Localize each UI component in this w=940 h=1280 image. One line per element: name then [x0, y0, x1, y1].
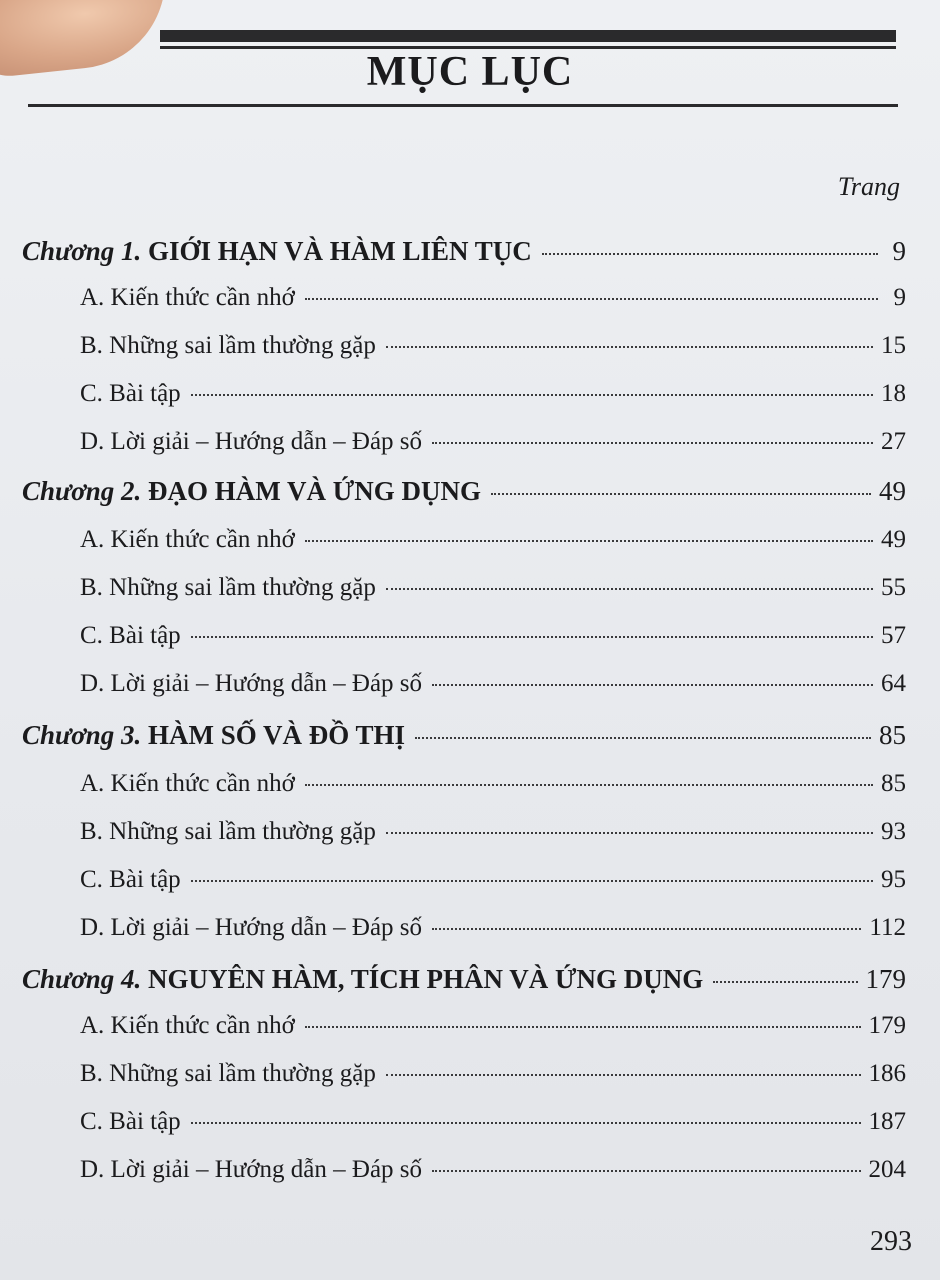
page-number: 187	[868, 1108, 906, 1135]
chapter-prefix: Chương 2.	[22, 476, 148, 506]
toc-section[interactable]	[80, 332, 906, 372]
toc-section[interactable]	[80, 770, 906, 810]
page-number: 204	[868, 1156, 906, 1183]
section-title: C. Bài tập	[80, 380, 181, 407]
toc-section[interactable]	[80, 818, 906, 858]
page-number: 85	[881, 770, 906, 797]
section-title: B. Những sai lầm thường gặp	[80, 574, 376, 601]
section-title: D. Lời giải – Hướng dẫn – Đáp số	[80, 428, 423, 455]
dot-leader	[386, 345, 873, 348]
dot-leader	[191, 393, 873, 396]
toc-section[interactable]	[80, 1156, 906, 1196]
section-title: D. Lời giải – Hướng dẫn – Đáp số	[80, 1156, 423, 1183]
page-number: 15	[881, 332, 906, 359]
section-title: C. Bài tập	[80, 866, 181, 893]
toc-section[interactable]	[80, 380, 906, 420]
chapter-prefix: Chương 3.	[22, 720, 148, 750]
section-title: C. Bài tập	[80, 622, 181, 649]
chapter-prefix: Chương 4.	[22, 964, 148, 994]
dot-leader	[305, 297, 878, 300]
page-number: 64	[881, 670, 906, 697]
section-title: C. Bài tập	[80, 1108, 181, 1135]
toc-section[interactable]	[80, 670, 906, 710]
page-number: 49	[881, 526, 906, 553]
page-number: 18	[881, 380, 906, 407]
toc-section[interactable]	[80, 622, 906, 662]
page-column-label: Trang	[837, 172, 900, 201]
toc-chapter-2[interactable]	[22, 476, 906, 516]
section-title: A. Kiến thức cần nhớ	[80, 284, 295, 311]
section-title: B. Những sai lầm thường gặp	[80, 818, 376, 845]
toc-section[interactable]	[80, 526, 906, 566]
dot-leader	[386, 1073, 861, 1076]
page-number: 9	[893, 284, 906, 311]
section-title: B. Những sai lầm thường gặp	[80, 1060, 376, 1087]
toc-section[interactable]	[80, 284, 906, 324]
dot-leader	[713, 980, 857, 983]
dot-leader	[305, 783, 873, 786]
dot-leader	[432, 927, 861, 930]
toc-section[interactable]	[80, 914, 906, 954]
chapter-title: ĐẠO HÀM VÀ ỨNG DỤNG	[147, 476, 481, 506]
page-number: 85	[879, 720, 906, 750]
chapter-prefix: Chương 1.	[22, 236, 148, 266]
section-title: D. Lời giải – Hướng dẫn – Đáp số	[80, 914, 423, 941]
section-title: D. Lời giải – Hướng dẫn – Đáp số	[80, 670, 423, 697]
toc-section[interactable]	[80, 866, 906, 906]
page-number: 57	[881, 622, 906, 649]
dot-leader	[491, 492, 871, 495]
page-number: 179	[868, 1012, 906, 1039]
folio-page-number: 293	[870, 1226, 912, 1257]
toc-section[interactable]	[80, 1108, 906, 1148]
chapter-title: GIỚI HẠN VÀ HÀM LIÊN TỤC	[147, 236, 532, 266]
page-number: 55	[881, 574, 906, 601]
chapter-title: HÀM SỐ VÀ ĐỒ THỊ	[147, 720, 406, 750]
dot-leader	[432, 683, 873, 686]
page-number: 27	[881, 428, 906, 455]
section-title: A. Kiến thức cần nhớ	[80, 1012, 295, 1039]
page-number: 112	[869, 914, 906, 941]
toc-chapter-3[interactable]	[22, 720, 906, 760]
dot-leader	[191, 635, 873, 638]
page-number: 95	[881, 866, 906, 893]
section-title: A. Kiến thức cần nhớ	[80, 526, 295, 553]
page-number: 186	[868, 1060, 906, 1087]
dot-leader	[432, 441, 873, 444]
dot-leader	[432, 1169, 860, 1172]
dot-leader	[305, 539, 873, 542]
toc-chapter-1[interactable]	[22, 236, 906, 276]
section-title: A. Kiến thức cần nhớ	[80, 770, 295, 797]
section-title: B. Những sai lầm thường gặp	[80, 332, 376, 359]
dot-leader	[305, 1025, 861, 1028]
dot-leader	[191, 1121, 861, 1124]
toc-chapter-4[interactable]	[22, 964, 906, 1004]
page-number: 93	[881, 818, 906, 845]
page-title: MỤC LỤC	[366, 49, 574, 95]
dot-leader	[386, 587, 873, 590]
dot-leader	[542, 252, 878, 255]
dot-leader	[191, 879, 873, 882]
page-number: 9	[892, 236, 906, 266]
dot-leader	[415, 736, 871, 739]
toc-section[interactable]	[80, 574, 906, 614]
toc-section[interactable]	[80, 428, 906, 468]
dot-leader	[386, 831, 873, 834]
page-number: 179	[865, 964, 906, 994]
toc-section[interactable]	[80, 1012, 906, 1052]
toc-section[interactable]	[80, 1060, 906, 1100]
chapter-title: NGUYÊN HÀM, TÍCH PHÂN VÀ ỨNG DỤNG	[147, 964, 704, 994]
page-number: 49	[879, 476, 906, 506]
